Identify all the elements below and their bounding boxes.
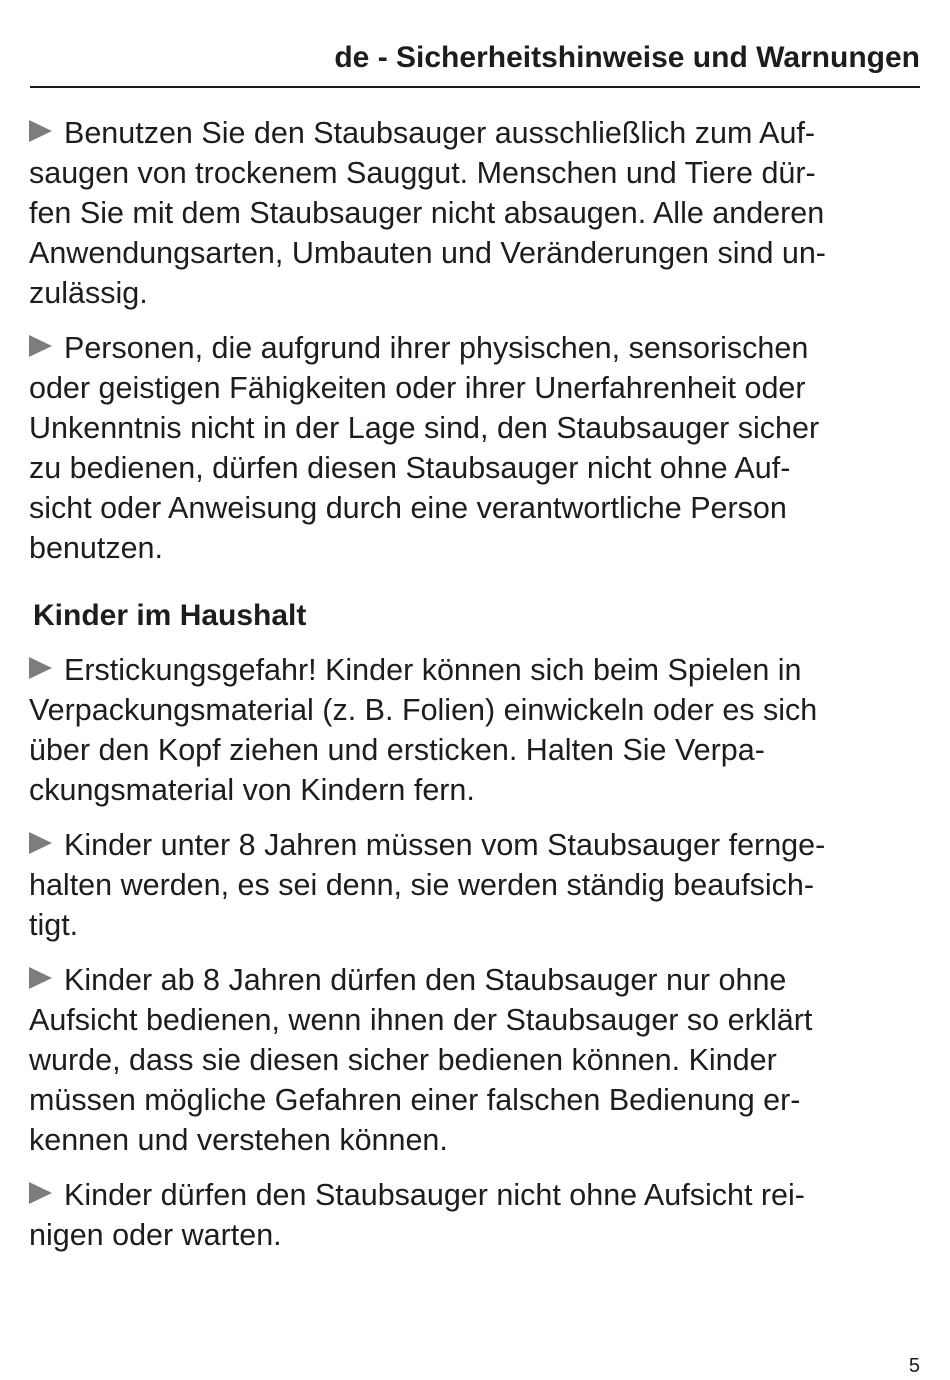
paragraph-line (29, 1120, 921, 1160)
line-text: Kinder unter 8 Jahren müssen vom Staubsauger fernge- (64, 828, 826, 862)
line-text: zu bedienen, dürfen diesen Staubsauger nicht ohne Auf- (29, 451, 791, 485)
children-section (29, 650, 921, 1255)
page-header: de - Sicherheitshinweise und Warnungen (334, 41, 920, 74)
paragraph-line (29, 448, 921, 488)
paragraph-line (29, 1040, 921, 1080)
line-text: Kinder dürfen den Staubsauger nicht ohne Aufsicht rei- (64, 1178, 805, 1212)
line-text: über den Kopf ziehen und ersticken. Halten Sie Verpa- (29, 733, 765, 767)
line-text: Aufsicht bedienen, wenn ihnen der Staubsauger so erklärt (29, 1003, 813, 1037)
paragraph-line (29, 1080, 921, 1120)
line-text: Anwendungsarten, Umbauten und Veränderungen sind un- (29, 236, 826, 270)
line-text: nigen oder warten. (29, 1218, 282, 1252)
line-text: Erstickungsgefahr! Kinder können sich beim Spielen in (64, 653, 802, 687)
paragraph-line (29, 730, 921, 770)
paragraph-line (29, 960, 921, 1000)
triangle-right-icon (29, 967, 52, 989)
triangle-right-icon (29, 120, 52, 142)
paragraph-line (29, 273, 921, 313)
line-text: wurde, dass sie diesen sicher bedienen können. Kinder (29, 1043, 777, 1077)
paragraph-line (29, 770, 921, 810)
line-text: benutzen. (29, 531, 163, 565)
section-heading: Kinder im Haushalt (33, 599, 307, 632)
paragraph-line (29, 1215, 921, 1255)
paragraph-line (29, 825, 921, 865)
line-text: tigt. (29, 908, 79, 942)
paragraph-line (29, 528, 921, 568)
paragraph-line (29, 113, 921, 153)
triangle-right-icon (29, 1182, 52, 1204)
bullet-paragraph (29, 328, 921, 568)
paragraph-line (29, 1000, 921, 1040)
paragraph-line (29, 650, 921, 690)
paragraph-line (29, 153, 921, 193)
bullet-paragraph (29, 1175, 921, 1255)
paragraph-line (29, 408, 921, 448)
triangle-right-icon (29, 657, 52, 679)
line-text: ckungsmaterial von Kindern fern. (29, 773, 475, 807)
line-text: Benutzen Sie den Staubsauger ausschließlich zum Auf- (64, 116, 816, 150)
header-rule (30, 86, 920, 88)
line-text: zulässig. (29, 276, 148, 310)
paragraph-line (29, 905, 921, 945)
line-text: halten werden, es sei denn, sie werden ständig beaufsich- (29, 868, 815, 902)
bullet-paragraph (29, 650, 921, 810)
paragraph-line (29, 368, 921, 408)
bullet-paragraph (29, 960, 921, 1160)
paragraph-line (29, 690, 921, 730)
line-text: Kinder ab 8 Jahren dürfen den Staubsauger nur ohne (64, 963, 787, 997)
line-text: müssen mögliche Gefahren einer falschen Bedienung er- (29, 1083, 801, 1117)
paragraph-line (29, 233, 921, 273)
page-number: 5 (908, 1355, 920, 1377)
safety-section (29, 113, 921, 568)
line-text: kennen und verstehen können. (29, 1123, 448, 1157)
line-text: Unkenntnis nicht in der Lage sind, den Staubsauger sicher (29, 411, 820, 445)
paragraph-line (29, 328, 921, 368)
triangle-right-icon (29, 335, 52, 357)
paragraph-line (29, 865, 921, 905)
paragraph-line (29, 1175, 921, 1215)
bullet-paragraph (29, 825, 921, 945)
line-text: sicht oder Anweisung durch eine verantwortliche Person (29, 491, 787, 525)
line-text: Verpackungsmaterial (z. B. Folien) einwickeln oder es sich (29, 693, 818, 727)
line-text: saugen von trockenem Sauggut. Menschen und Tiere dür- (29, 156, 816, 190)
bullet-paragraph (29, 113, 921, 313)
line-text: fen Sie mit dem Staubsauger nicht absaugen. Alle anderen (29, 196, 825, 230)
paragraph-line (29, 488, 921, 528)
triangle-right-icon (29, 832, 52, 854)
page-content (29, 113, 921, 1270)
line-text: oder geistigen Fähigkeiten oder ihrer Unerfahrenheit oder (29, 371, 806, 405)
paragraph-line (29, 193, 921, 233)
line-text: Personen, die aufgrund ihrer physischen, sensorischen (64, 331, 809, 365)
